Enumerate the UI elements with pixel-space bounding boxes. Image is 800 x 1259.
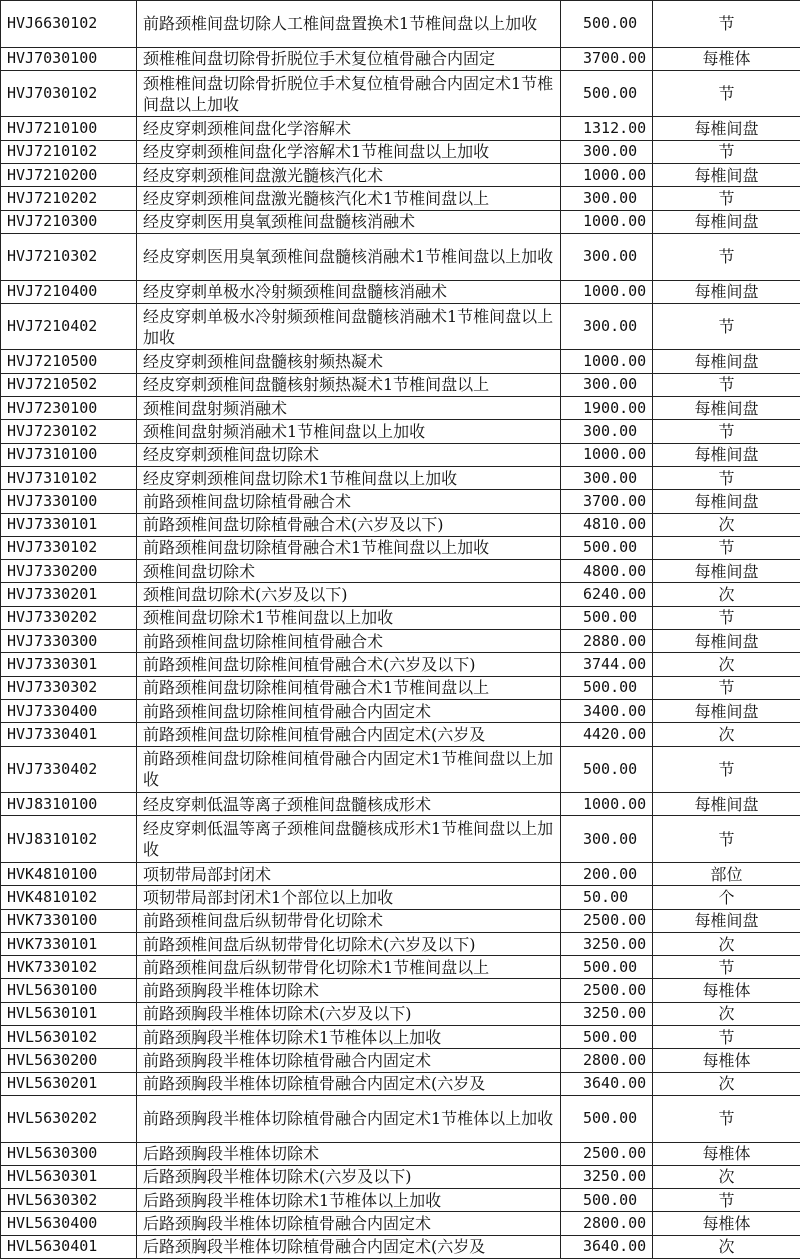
item-unit-cell: 节 <box>653 606 800 629</box>
item-code-cell: HVJ7330200 <box>1 560 137 583</box>
item-price-cell: 300.00 <box>561 187 653 210</box>
table-row <box>1 956 800 979</box>
item-price-cell: 3250.00 <box>561 1165 653 1188</box>
table-row <box>1 862 800 885</box>
item-code-cell: HVK7330102 <box>1 956 137 979</box>
item-price-cell: 500.00 <box>561 956 653 979</box>
item-code-cell: HVL5630400 <box>1 1212 137 1235</box>
table-row <box>1 513 800 536</box>
item-code-cell: HVJ7330400 <box>1 699 137 722</box>
item-name-cell: 前路颈椎间盘切除植骨融合术(六岁及以下) <box>137 513 561 536</box>
table-row <box>1 490 800 513</box>
item-code-cell: HVJ7310100 <box>1 443 137 466</box>
item-price-cell: 1000.00 <box>561 280 653 303</box>
table-row <box>1 723 800 746</box>
item-price-cell: 4810.00 <box>561 513 653 536</box>
table-row <box>1 466 800 489</box>
item-price-cell: 500.00 <box>561 1 653 48</box>
table-row <box>1 630 800 653</box>
item-price-cell: 300.00 <box>561 373 653 396</box>
item-price-cell: 3700.00 <box>561 490 653 513</box>
item-unit-cell: 节 <box>653 140 800 163</box>
item-name-cell: 后路颈胸段半椎体切除植骨融合内固定术 <box>137 1212 561 1235</box>
item-price-cell: 1900.00 <box>561 397 653 420</box>
item-code-cell: HVL5630101 <box>1 1002 137 1025</box>
item-name-cell: 前路颈胸段半椎体切除术(六岁及以下) <box>137 1002 561 1025</box>
item-code-cell: HVJ7330100 <box>1 490 137 513</box>
item-unit-cell: 个 <box>653 886 800 909</box>
item-price-cell: 300.00 <box>561 233 653 280</box>
item-unit-cell: 节 <box>653 1026 800 1049</box>
item-name-cell: 经皮穿刺颈椎间盘切除术 <box>137 443 561 466</box>
item-name-cell: 颈椎间盘射频消融术1节椎间盘以上加收 <box>137 420 561 443</box>
item-name-cell: 经皮穿刺低温等离子颈椎间盘髓核成形术1节椎间盘以上加收 <box>137 816 561 863</box>
item-price-cell: 2800.00 <box>561 1049 653 1072</box>
item-unit-cell: 每椎间盘 <box>653 443 800 466</box>
item-name-cell: 前路颈椎间盘后纵韧带骨化切除术 <box>137 909 561 932</box>
item-name-cell: 前路颈椎间盘切除椎间植骨融合术(六岁及以下) <box>137 653 561 676</box>
item-code-cell: HVK7330101 <box>1 932 137 955</box>
item-unit-cell: 节 <box>653 466 800 489</box>
table-row <box>1 140 800 163</box>
item-name-cell: 前路颈胸段半椎体切除植骨融合内固定术1节椎体以上加收 <box>137 1095 561 1142</box>
table-row <box>1 1165 800 1188</box>
item-unit-cell: 节 <box>653 676 800 699</box>
item-code-cell: HVJ7330402 <box>1 746 137 793</box>
item-name-cell: 前路颈椎间盘切除椎间植骨融合术1节椎间盘以上 <box>137 676 561 699</box>
item-unit-cell: 次 <box>653 583 800 606</box>
table-row <box>1 373 800 396</box>
item-name-cell: 经皮穿刺颈椎间盘髓核射频热凝术 <box>137 350 561 373</box>
item-unit-cell: 每椎间盘 <box>653 210 800 233</box>
item-price-cell: 3250.00 <box>561 1002 653 1025</box>
item-name-cell: 项韧带局部封闭术1个部位以上加收 <box>137 886 561 909</box>
item-unit-cell: 次 <box>653 653 800 676</box>
item-unit-cell: 次 <box>653 1002 800 1025</box>
item-unit-cell: 节 <box>653 1189 800 1212</box>
item-code-cell: HVJ7210200 <box>1 164 137 187</box>
item-code-cell: HVJ7210302 <box>1 233 137 280</box>
item-code-cell: HVL5630200 <box>1 1049 137 1072</box>
item-name-cell: 颈椎间盘射频消融术 <box>137 397 561 420</box>
item-code-cell: HVJ7210102 <box>1 140 137 163</box>
table-row <box>1 164 800 187</box>
table-row <box>1 746 800 793</box>
item-code-cell: HVJ7330301 <box>1 653 137 676</box>
item-code-cell: HVJ8310100 <box>1 793 137 816</box>
item-price-cell: 3744.00 <box>561 653 653 676</box>
item-name-cell: 经皮穿刺颈椎间盘髓核射频热凝术1节椎间盘以上 <box>137 373 561 396</box>
item-price-cell: 1000.00 <box>561 793 653 816</box>
item-code-cell: HVJ7330101 <box>1 513 137 536</box>
item-code-cell: HVJ6630102 <box>1 1 137 48</box>
item-price-cell: 500.00 <box>561 70 653 117</box>
item-price-cell: 500.00 <box>561 1189 653 1212</box>
item-name-cell: 前路颈椎间盘切除人工椎间盘置换术1节椎间盘以上加收 <box>137 1 561 48</box>
item-name-cell: 前路颈椎间盘后纵韧带骨化切除术1节椎间盘以上 <box>137 956 561 979</box>
item-unit-cell: 每椎间盘 <box>653 560 800 583</box>
item-price-cell: 3640.00 <box>561 1072 653 1095</box>
table-row <box>1 1189 800 1212</box>
item-price-cell: 1000.00 <box>561 443 653 466</box>
item-code-cell: HVJ7330300 <box>1 630 137 653</box>
table-row <box>1 583 800 606</box>
table-row <box>1 350 800 373</box>
item-unit-cell: 次 <box>653 513 800 536</box>
table-row <box>1 932 800 955</box>
item-price-cell: 500.00 <box>561 746 653 793</box>
item-name-cell: 经皮穿刺单极水冷射频颈椎间盘髓核消融术1节椎间盘以上加收 <box>137 303 561 350</box>
item-code-cell: HVJ7210100 <box>1 117 137 140</box>
item-code-cell: HVJ7210402 <box>1 303 137 350</box>
item-code-cell: HVJ8310102 <box>1 816 137 863</box>
item-code-cell: HVJ7230102 <box>1 420 137 443</box>
item-name-cell: 颈椎间盘切除术(六岁及以下) <box>137 583 561 606</box>
item-name-cell: 前路颈椎间盘切除植骨融合术1节椎间盘以上加收 <box>137 536 561 559</box>
item-price-cell: 2500.00 <box>561 1142 653 1165</box>
table-row <box>1 1002 800 1025</box>
item-unit-cell: 每椎间盘 <box>653 164 800 187</box>
item-price-cell: 500.00 <box>561 1095 653 1142</box>
item-unit-cell: 节 <box>653 420 800 443</box>
item-unit-cell: 次 <box>653 1235 800 1258</box>
item-code-cell: HVJ7030100 <box>1 47 137 70</box>
item-unit-cell: 部位 <box>653 862 800 885</box>
table-row <box>1 1 800 48</box>
item-code-cell: HVJ7210502 <box>1 373 137 396</box>
table-row <box>1 1026 800 1049</box>
item-price-cell: 1312.00 <box>561 117 653 140</box>
item-code-cell: HVL5630302 <box>1 1189 137 1212</box>
item-price-cell: 4800.00 <box>561 560 653 583</box>
table-row <box>1 653 800 676</box>
item-code-cell: HVJ7230100 <box>1 397 137 420</box>
item-unit-cell: 每椎体 <box>653 47 800 70</box>
item-name-cell: 前路颈椎间盘切除植骨融合术 <box>137 490 561 513</box>
table-row <box>1 443 800 466</box>
table-row <box>1 816 800 863</box>
item-price-cell: 300.00 <box>561 140 653 163</box>
item-name-cell: 经皮穿刺单极水冷射频颈椎间盘髓核消融术 <box>137 280 561 303</box>
item-unit-cell: 节 <box>653 956 800 979</box>
table-row <box>1 1072 800 1095</box>
table-row <box>1 886 800 909</box>
item-code-cell: HVJ7330302 <box>1 676 137 699</box>
item-unit-cell: 次 <box>653 723 800 746</box>
item-unit-cell: 节 <box>653 1 800 48</box>
item-code-cell: HVL5630201 <box>1 1072 137 1095</box>
item-price-cell: 200.00 <box>561 862 653 885</box>
item-name-cell: 后路颈胸段半椎体切除植骨融合内固定术(六岁及 <box>137 1235 561 1258</box>
item-code-cell: HVK7330100 <box>1 909 137 932</box>
item-name-cell: 后路颈胸段半椎体切除术1节椎体以上加收 <box>137 1189 561 1212</box>
item-unit-cell: 次 <box>653 1072 800 1095</box>
table-row <box>1 47 800 70</box>
table-row <box>1 397 800 420</box>
item-name-cell: 项韧带局部封闭术 <box>137 862 561 885</box>
item-name-cell: 经皮穿刺医用臭氧颈椎间盘髓核消融术1节椎间盘以上加收 <box>137 233 561 280</box>
item-unit-cell: 次 <box>653 1165 800 1188</box>
item-name-cell: 前路颈椎间盘切除椎间植骨融合术 <box>137 630 561 653</box>
item-unit-cell: 次 <box>653 932 800 955</box>
item-code-cell: HVL5630401 <box>1 1235 137 1258</box>
item-price-cell: 3250.00 <box>561 932 653 955</box>
item-price-cell: 500.00 <box>561 536 653 559</box>
item-price-cell: 4420.00 <box>561 723 653 746</box>
item-name-cell: 前路颈胸段半椎体切除植骨融合内固定术(六岁及 <box>137 1072 561 1095</box>
item-unit-cell: 节 <box>653 536 800 559</box>
item-name-cell: 颈椎椎间盘切除骨折脱位手术复位植骨融合内固定 <box>137 47 561 70</box>
item-price-cell: 3640.00 <box>561 1235 653 1258</box>
table-row <box>1 420 800 443</box>
item-price-cell: 1000.00 <box>561 210 653 233</box>
item-name-cell: 前路颈椎间盘切除椎间植骨融合内固定术 <box>137 699 561 722</box>
item-name-cell: 颈椎椎间盘切除骨折脱位手术复位植骨融合内固定术1节椎间盘以上加收 <box>137 70 561 117</box>
item-unit-cell: 每椎间盘 <box>653 699 800 722</box>
item-unit-cell: 节 <box>653 70 800 117</box>
item-name-cell: 后路颈胸段半椎体切除术 <box>137 1142 561 1165</box>
table-row <box>1 233 800 280</box>
table-row <box>1 280 800 303</box>
item-code-cell: HVJ7310102 <box>1 466 137 489</box>
item-name-cell: 经皮穿刺颈椎间盘切除术1节椎间盘以上加收 <box>137 466 561 489</box>
item-unit-cell: 节 <box>653 187 800 210</box>
item-unit-cell: 节 <box>653 373 800 396</box>
item-price-cell: 50.00 <box>561 886 653 909</box>
item-code-cell: HVL5630100 <box>1 979 137 1002</box>
item-unit-cell: 每椎间盘 <box>653 793 800 816</box>
item-price-cell: 300.00 <box>561 420 653 443</box>
table-row <box>1 70 800 117</box>
item-code-cell: HVJ7210500 <box>1 350 137 373</box>
item-unit-cell: 每椎间盘 <box>653 397 800 420</box>
item-name-cell: 颈椎间盘切除术 <box>137 560 561 583</box>
item-price-cell: 1000.00 <box>561 350 653 373</box>
item-code-cell: HVL5630102 <box>1 1026 137 1049</box>
item-unit-cell: 每椎体 <box>653 1049 800 1072</box>
item-unit-cell: 每椎间盘 <box>653 909 800 932</box>
item-unit-cell: 每椎间盘 <box>653 280 800 303</box>
item-price-cell: 2880.00 <box>561 630 653 653</box>
item-price-cell: 300.00 <box>561 816 653 863</box>
item-code-cell: HVJ7210202 <box>1 187 137 210</box>
item-name-cell: 经皮穿刺颈椎间盘化学溶解术 <box>137 117 561 140</box>
item-name-cell: 经皮穿刺医用臭氧颈椎间盘髓核消融术 <box>137 210 561 233</box>
table-row <box>1 676 800 699</box>
item-price-cell: 3400.00 <box>561 699 653 722</box>
table-row <box>1 699 800 722</box>
item-code-cell: HVJ7330202 <box>1 606 137 629</box>
item-price-cell: 2800.00 <box>561 1212 653 1235</box>
item-unit-cell: 每椎间盘 <box>653 490 800 513</box>
item-code-cell: HVJ7330401 <box>1 723 137 746</box>
item-unit-cell: 节 <box>653 233 800 280</box>
table-row <box>1 606 800 629</box>
item-price-cell: 500.00 <box>561 676 653 699</box>
item-unit-cell: 每椎体 <box>653 1142 800 1165</box>
item-unit-cell: 节 <box>653 746 800 793</box>
item-price-cell: 2500.00 <box>561 909 653 932</box>
item-unit-cell: 每椎体 <box>653 1212 800 1235</box>
item-price-cell: 6240.00 <box>561 583 653 606</box>
item-code-cell: HVJ7330102 <box>1 536 137 559</box>
item-price-cell: 2500.00 <box>561 979 653 1002</box>
table-row <box>1 1142 800 1165</box>
table-row <box>1 560 800 583</box>
table-row <box>1 1049 800 1072</box>
item-name-cell: 前路颈椎间盘切除椎间植骨融合内固定术1节椎间盘以上加收 <box>137 746 561 793</box>
item-code-cell: HVL5630301 <box>1 1165 137 1188</box>
table-row <box>1 303 800 350</box>
table-row <box>1 1095 800 1142</box>
table-row <box>1 1235 800 1258</box>
item-name-cell: 经皮穿刺颈椎间盘化学溶解术1节椎间盘以上加收 <box>137 140 561 163</box>
price-table-body <box>1 1 800 1259</box>
item-unit-cell: 节 <box>653 1095 800 1142</box>
table-row <box>1 793 800 816</box>
item-price-cell: 500.00 <box>561 606 653 629</box>
item-name-cell: 经皮穿刺颈椎间盘激光髓核汽化术1节椎间盘以上 <box>137 187 561 210</box>
item-name-cell: 前路颈椎间盘后纵韧带骨化切除术(六岁及以下) <box>137 932 561 955</box>
table-row <box>1 117 800 140</box>
item-price-cell: 3700.00 <box>561 47 653 70</box>
table-row <box>1 187 800 210</box>
item-name-cell: 经皮穿刺颈椎间盘激光髓核汽化术 <box>137 164 561 187</box>
item-code-cell: HVL5630300 <box>1 1142 137 1165</box>
item-code-cell: HVJ7330201 <box>1 583 137 606</box>
item-price-cell: 300.00 <box>561 466 653 489</box>
table-row <box>1 909 800 932</box>
item-name-cell: 后路颈胸段半椎体切除术(六岁及以下) <box>137 1165 561 1188</box>
item-name-cell: 前路颈椎间盘切除椎间植骨融合内固定术(六岁及 <box>137 723 561 746</box>
item-unit-cell: 节 <box>653 816 800 863</box>
item-code-cell: HVJ7210300 <box>1 210 137 233</box>
item-code-cell: HVJ7210400 <box>1 280 137 303</box>
item-code-cell: HVL5630202 <box>1 1095 137 1142</box>
table-row <box>1 1212 800 1235</box>
item-unit-cell: 每椎间盘 <box>653 117 800 140</box>
item-name-cell: 前路颈胸段半椎体切除术 <box>137 979 561 1002</box>
table-row <box>1 979 800 1002</box>
item-unit-cell: 节 <box>653 303 800 350</box>
item-price-cell: 1000.00 <box>561 164 653 187</box>
item-code-cell: HVK4810100 <box>1 862 137 885</box>
table-row <box>1 536 800 559</box>
item-unit-cell: 每椎体 <box>653 979 800 1002</box>
item-name-cell: 前路颈胸段半椎体切除植骨融合内固定术 <box>137 1049 561 1072</box>
table-row <box>1 210 800 233</box>
item-code-cell: HVK4810102 <box>1 886 137 909</box>
item-name-cell: 经皮穿刺低温等离子颈椎间盘髓核成形术 <box>137 793 561 816</box>
item-price-cell: 300.00 <box>561 303 653 350</box>
item-name-cell: 颈椎间盘切除术1节椎间盘以上加收 <box>137 606 561 629</box>
item-code-cell: HVJ7030102 <box>1 70 137 117</box>
item-unit-cell: 每椎间盘 <box>653 350 800 373</box>
item-unit-cell: 每椎间盘 <box>653 630 800 653</box>
item-price-cell: 500.00 <box>561 1026 653 1049</box>
item-name-cell: 前路颈胸段半椎体切除术1节椎体以上加收 <box>137 1026 561 1049</box>
